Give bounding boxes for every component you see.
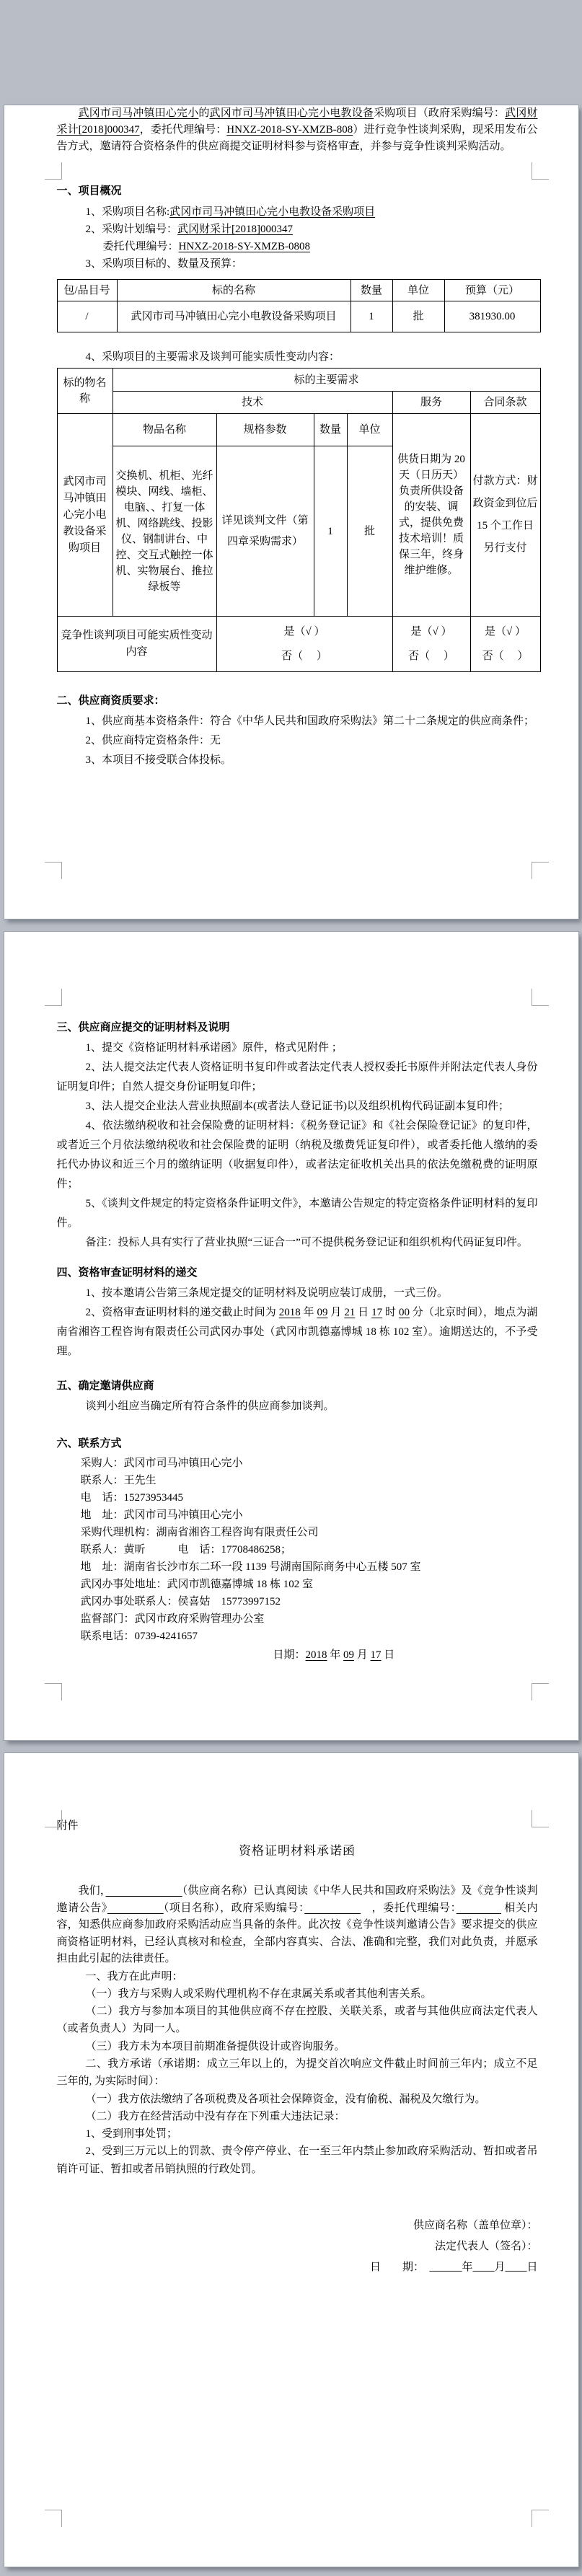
no-option: 否（ ） [408,650,454,662]
contact-supervisor: 监督部门：武冈市政府采购管理办公室 [80,1613,265,1625]
header-spec: 规格参数 [216,414,314,446]
material-item: 2、法人提交法定代表人资格证明书复印件或者法定代表人授权委托书原件并附法定代表人身份证明复印件；自然人提交身份证明复印件； [56,1062,538,1093]
requirements-intro-item: 4、采购项目的主要需求及谈判可能实质性变动内容： [85,351,340,363]
yes-option: 是（√ ） [410,626,452,638]
cell-package: / [57,301,117,332]
submission-deadline-item: 2、资格审查证明材料的递交截止时间为 2018 年 09 月 21 日 17 时 00 分（北京时间），地点为湖南省湘咨工程咨询有限责任公司武冈办事处（武冈市凯德嘉博城 18 栋 102 室）。逾期送达的，不予受理。 [56,1307,538,1357]
contact-supervisor-phone: 联系电话：0739-4241657 [80,1631,198,1642]
material-item: 4、依法缴纳税收和社会保险费的证明材料：《税务登记证》和《社会保险登记证》的复印件，或者近三个月依法缴纳税收和社会保险费的证明（纳税及缴费凭证复印件），或者委托他人缴纳的委托代办协议和近三个月的缴纳证明（收据复印件），或者法定征收机关出具的依法免缴税费的证明原件； [56,1120,538,1190]
section-heading-project-overview: 一、项目概况 [56,185,122,197]
declaration-line: 二、我方承诺（承诺期：成立三年以上的，为提交首次响应文件截止时间前三年内；成立不足三年的, 为实际时间）： [56,2057,538,2088]
commitment-paragraph: 我们， （供应商名称）已认真阅读《中华人民共和国政府采购法》及《竞争性谈判邀请公告》 （项目名称），政府采购编号： ，委托代理编号： 相关内容，知悉供应商参加政府采购活动应当具备的条件。此次按《竞争性谈判邀请公告》要求提交的供应商资格证明材料，已经认真核对和检查，全部内容真实、合法、准确和完整，我们对此负责，并愿承担由此引起的法律责任。 [56,1885,538,1964]
invited-suppliers-body: 谈判小组应当确定所有符合条件的供应商参加谈判。 [85,1401,335,1412]
no-option: 否（ ） [482,650,529,662]
contact-address: 地 址：武冈市司马冲镇田心完小 [80,1509,243,1521]
page-2 [4,932,578,1740]
material-item: 3、法人提交企业法人营业执照副本(或者法人登记证书)以及组织机构代码证副本复印件； [85,1100,509,1112]
requirements-table [57,368,541,672]
section-heading-supplier-qualification: 二、供应商资质要求： [56,694,165,707]
cell-item-list: 交换机、机柜、光纤模块、网线、墙柜、电脑、、打复一体机、网络跳线、投影仪、钢制讲台、中控、交互式触控一体机、实物展台、推拉绿板等 [113,446,216,617]
text-boundary-mark-top-left [45,989,62,1006]
intro-paragraph: 武冈市司马冲镇田心完小的武冈市司马冲镇田心完小电教设备采购项目（政府采购编号：武冈财采计[2018]000347，委托代理编号：HNXZ-2018-SY-XMZB-808）进行竞争性谈判采购，现采用发布公告方式，邀请符合资格条件的供应商提交证明材料参与资格审查，并参与竞争性谈判采购活动。 [56,107,538,152]
contact-agency-person: 联系人：黄昕 电 话：17708486258； [80,1544,292,1556]
text-boundary-mark-top-left [45,162,62,180]
cell-service-terms: 供货日期为 20 天（日历天）负责所供设备的安装、调式，提供免费技术培训！质保三年，终身维护维修。 [392,414,470,617]
header-unit: 单位 [347,414,392,446]
contact-office-person: 武冈办事处联系人：侯喜姑 15773997152 [80,1596,281,1607]
table-row [57,301,540,332]
table-header-budget: 预算（元） [444,280,540,301]
table-header-package: 包/品目号 [57,280,117,301]
material-note: 备注：投标人具有实行了营业执照“三证合一”可不提供税务登记证和组织机构代码证复印件。 [85,1237,528,1248]
cell-qty: 1 [314,446,347,617]
cell-contract-terms: 付款方式：财政资金到位后 15 个工作日另行支付 [470,414,540,617]
signature-block [57,2215,538,2278]
agent-number-item: 委托代理编号：HNXZ-2018-SY-XMZB-0808 [102,241,311,252]
cell-change-service [392,617,470,672]
cell-change-label: 竞争性谈判项目可能实质性变动内容 [57,617,216,672]
signature-date: 日 期： ______年____月____日 [369,2262,538,2274]
submission-item: 1、按本邀请公告第三条规定提交的证明材料及说明应装订成册，一式三份。 [85,1287,449,1299]
cell-target-name: 武冈市司马冲镇田心完小电教设备采购项目 [57,414,113,617]
no-option: 否（ ） [281,650,327,662]
section-heading-submission: 四、资格审查证明材料的递交 [56,1266,198,1279]
text-boundary-mark-bottom-left [45,862,62,879]
signature-supplier-name: 供应商名称（盖单位章）： [413,2220,538,2232]
header-service: 服务 [392,392,470,414]
text-boundary-mark-top-left [45,1810,62,1827]
header-qty: 数量 [314,414,347,446]
qualification-item: 3、本项目不接受联合体投标。 [85,754,232,766]
project-name-item: 1、采购项目名称:武冈市司马冲镇田心完小电教设备采购项目 [85,206,376,218]
table-header-unit: 单位 [392,280,444,301]
declaration-line: 2、受到三万元以上的罚款、责令停产停业、在一至三年内禁止参加政府采购活动、暂扣或者吊销许可证、暂扣或者吊销执照的行政处罚。 [56,2145,538,2175]
declaration-line: （二）我方与参加本项目的其他供应商不存在控股、关联关系，或者与其他供应商法定代表人（或者负责人）为同一人。 [56,2006,538,2035]
declaration-line: （二）我方在经营活动中没有存在下列重大违法记录： [85,2110,345,2122]
text-boundary-mark-bottom-left [45,2510,62,2527]
cell-budget: 381930.00 [444,301,540,332]
header-subject-name: 标的物名称 [57,369,113,414]
declaration-line: （三）我方未为本项目前期准备提供设计或咨询服务。 [85,2040,345,2052]
declaration-line: 一、我方在此声明： [85,1970,183,1982]
declaration-line: （一）我方依法缴纳了各项税费及各项社会保障资金，没有偷税、漏税及欠缴行为。 [85,2093,486,2105]
cell-subject: 武冈市司马冲镇田心完小电教设备采购项目 [117,301,350,332]
contact-phone: 电 话：15273953445 [80,1492,184,1504]
cell-unit: 批 [392,301,444,332]
announcement-date: 日期：2018 年 09 月 17 日 [273,1649,395,1661]
text-boundary-mark-top-right [532,989,549,1006]
contact-office-address: 武冈办事处地址：武冈市凯德嘉博城 18 栋 102 室 [80,1579,314,1590]
cell-unit: 批 [347,446,392,617]
declaration-line: 1、受到刑事处罚； [85,2128,178,2140]
cell-spec: 详见谈判文件（第四章采购需求） [216,446,314,617]
signature-legal-representative: 法定代表人（签名）： [434,2241,538,2253]
declaration-line: （一）我方与采购人或采购代理机构不存在隶属关系或者其他利害关系。 [85,1988,432,2000]
budget-table [57,279,541,332]
contact-agency-address: 地 址：湖南省长沙市东二环一段 1139 号湖南国际商务中心五楼 507 室 [80,1561,421,1573]
text-boundary-mark-top-right [532,162,549,180]
header-technical: 技术 [113,392,392,414]
cell-qty: 1 [350,301,392,332]
section-heading-materials: 三、供应商应提交的证明材料及说明 [56,1021,230,1033]
text-boundary-mark-bottom-right [532,1683,549,1701]
budget-intro-item: 3、采购项目标的、数量及预算： [85,258,243,270]
contact-purchaser: 采购人：武冈市司马冲镇田心完小 [80,1457,243,1469]
text-boundary-mark-bottom-left [45,1683,62,1701]
cell-change-contract [470,617,540,672]
table-header-subject: 标的名称 [117,280,350,301]
attachment-label: 附件 [56,1820,79,1832]
section-heading-contact: 六、联系方式 [56,1437,122,1450]
text-boundary-mark-top-right [532,1810,549,1827]
commitment-letter-title: 资格证明材料承诺函 [239,1844,356,1858]
header-item-name: 物品名称 [113,414,216,446]
plan-number-item: 2、采购计划编号：武冈财采计[2018]000347 [85,224,294,235]
qualification-item: 2、供应商特定资格条件：无 [85,735,221,746]
page-1 [4,105,578,919]
header-contract: 合同条款 [470,392,540,414]
header-main-demand: 标的主要需求 [113,369,540,392]
material-item: 5、《谈判文件规定的特定资格条件证明文件》，本邀请公告规定的特定资格条件证明材料的复印件。 [56,1198,538,1229]
yes-option: 是（√ ） [283,626,325,638]
yes-option: 是（√ ） [485,626,526,638]
contact-person: 联系人：王先生 [80,1475,156,1486]
page-3 [4,1753,578,2567]
text-boundary-mark-bottom-right [532,2510,549,2527]
cell-change-tech [216,617,392,672]
qualification-item: 1、供应商基本资格条件：符合《中华人民共和国政府采购法》第二十二条规定的供应商条件； [85,715,535,727]
table-header-qty: 数量 [350,280,392,301]
material-item: 1、提交《资格证明材料承诺函》原件，格式见附件 ； [85,1042,343,1054]
section-heading-invited-suppliers: 五、确定邀请供应商 [56,1380,154,1392]
text-boundary-mark-bottom-right [532,862,549,879]
contact-agency: 采购代理机构：湖南省湘咨工程咨询有限责任公司 [80,1527,319,1538]
